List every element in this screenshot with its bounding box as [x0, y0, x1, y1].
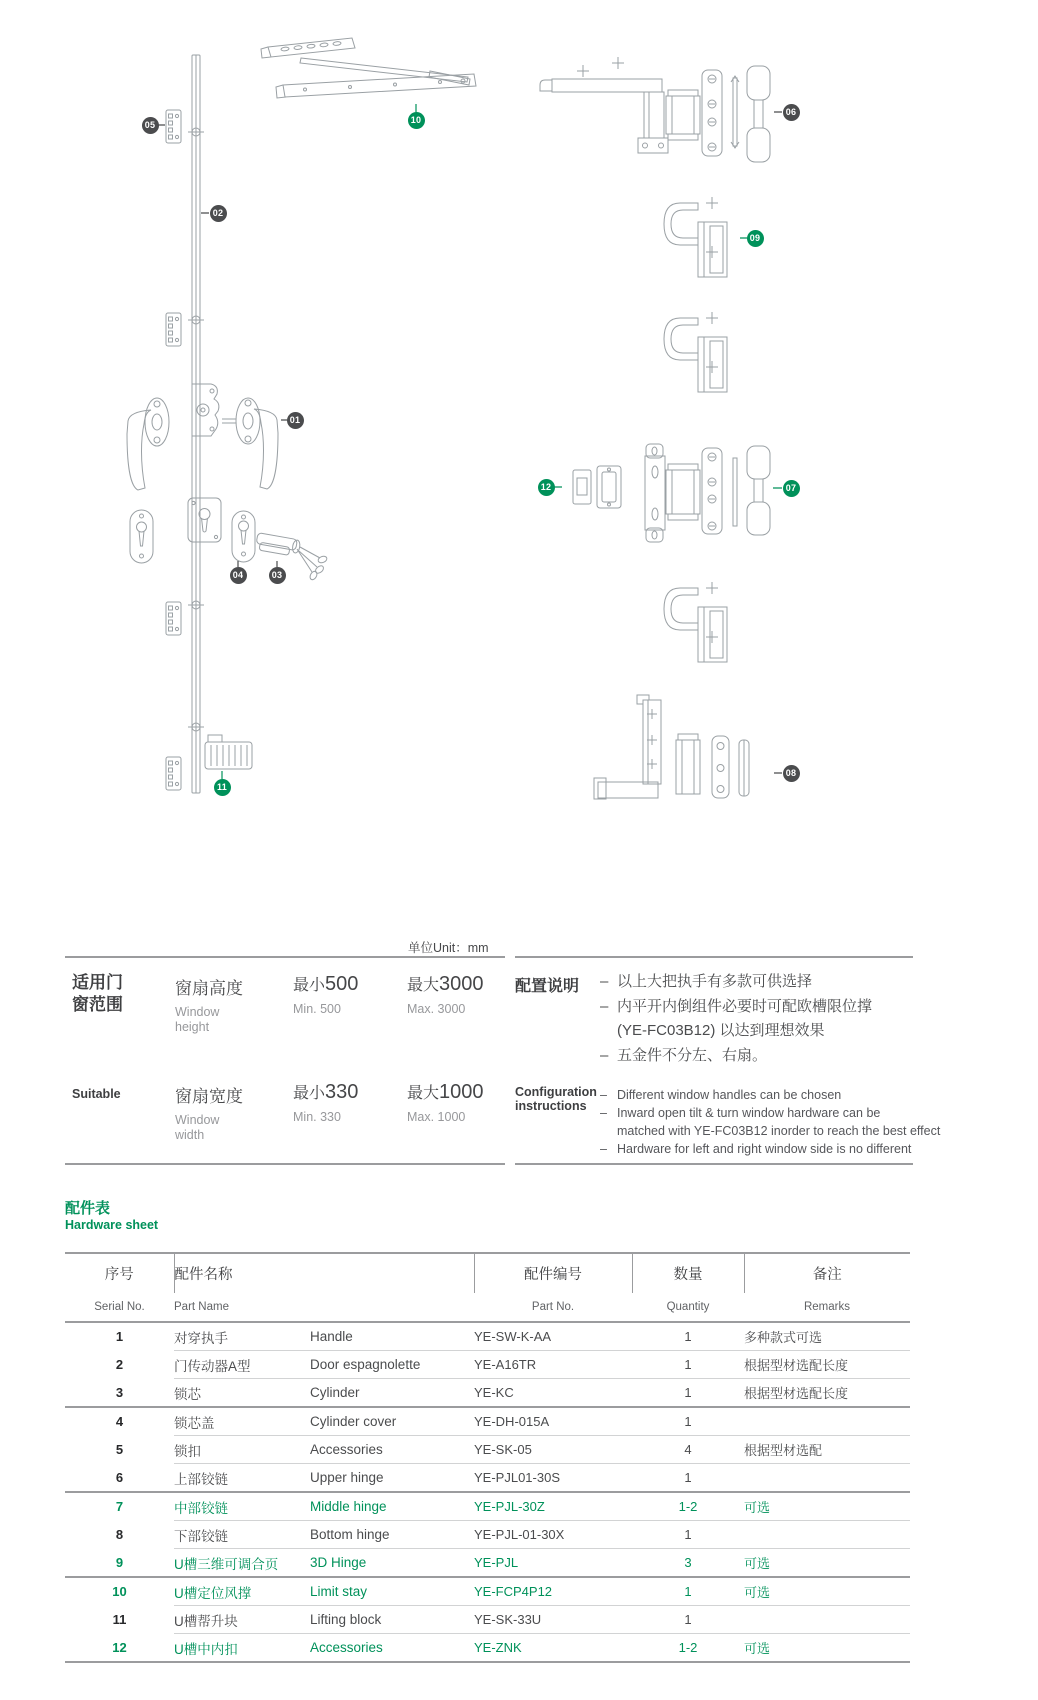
row-serial: 6	[65, 1464, 174, 1493]
height-max: 最大3000 Max. 3000	[407, 973, 484, 1016]
spec-top-rule-right	[515, 956, 913, 958]
callout-04-badge: 04	[230, 567, 247, 584]
row-name-zh: 门传动器A型	[174, 1351, 310, 1379]
spec-category-zh: 适用门 窗范围	[72, 973, 123, 1014]
callout-06-badge: 06	[783, 104, 800, 121]
row-name-en: Bottom hinge	[310, 1521, 474, 1549]
row-remarks: 可选	[744, 1577, 910, 1606]
row-quantity: 1-2	[632, 1634, 744, 1663]
callout-08-badge: 08	[783, 765, 800, 782]
row-serial: 2	[65, 1351, 174, 1379]
row-quantity: 1	[632, 1577, 744, 1606]
table-row-highlighted	[65, 1492, 910, 1521]
row-name-zh: U槽三维可调合页	[174, 1549, 310, 1578]
header-remarks-zh: 备注	[812, 1267, 842, 1283]
row-name-en: 3D Hinge	[310, 1549, 474, 1578]
middle-hinge-drawing	[645, 444, 770, 542]
row-part-no: YE-A16TR	[474, 1351, 632, 1379]
row-serial: 7	[65, 1492, 174, 1521]
row-serial: 5	[65, 1436, 174, 1464]
row-quantity: 1	[632, 1407, 744, 1436]
row-name-zh: 上部铰链	[174, 1464, 310, 1493]
row-serial: 12	[65, 1634, 174, 1663]
header-serial-zh: 序号	[65, 1253, 174, 1293]
callout-12-badge: 12	[538, 479, 555, 496]
hardware-sheet-title-zh: 配件表	[65, 1200, 111, 1217]
table-row-highlighted	[65, 1634, 910, 1663]
corner-drive-drawings	[664, 197, 727, 662]
keyhole-gearbox-drawing	[188, 498, 221, 542]
callout-01-badge: 01	[287, 412, 304, 429]
header-serial-en: Serial No.	[65, 1293, 174, 1322]
row-part-no: YE-FCP4P12	[474, 1577, 632, 1606]
config-title-en: Configuration instructions	[515, 1085, 597, 1113]
row-remarks: 可选	[744, 1492, 910, 1521]
row-quantity: 3	[632, 1549, 744, 1578]
row-remarks: 可选	[744, 1549, 910, 1578]
config-title-zh: 配置说明	[515, 978, 580, 995]
row-name-en: Limit stay	[310, 1577, 474, 1606]
spec-category-en: Suitable	[72, 1087, 121, 1101]
config-notes-en: – Different window handles can be chosen – Inward open tilt & turn window hardware can be matched with YE-FC03B12 inorder to reach the best effect – Hardware for left and right window side is no different	[600, 1088, 941, 1156]
row-name-zh: U槽中内扣	[174, 1634, 310, 1663]
unit-label: 单位Unit：mm	[408, 941, 489, 955]
header-remarks-en: Remarks	[744, 1293, 910, 1322]
cylinder-with-keys-drawing	[255, 533, 328, 581]
table-row	[65, 1606, 910, 1634]
row-remarks	[744, 1606, 910, 1634]
row-serial: 8	[65, 1521, 174, 1549]
row-quantity: 1	[632, 1606, 744, 1634]
row-serial: 9	[65, 1549, 174, 1578]
callout-03-badge: 03	[269, 567, 286, 584]
config-notes-zh: – 以上大把执手有多款可供选择 – 内平开内倒组件必要时可配欧槽限位撑 (YE-FC03B12) 以达到理想效果 – 五金件不分左、右扇。	[600, 973, 873, 1064]
table-row	[65, 1464, 910, 1493]
callout-09-badge: 09	[747, 230, 764, 247]
row-quantity: 1	[632, 1351, 744, 1379]
row-part-no: YE-PJL-30Z	[474, 1492, 632, 1521]
row-name-en: Handle	[310, 1322, 474, 1351]
keeper-drawings	[166, 110, 181, 790]
table-row	[65, 1521, 910, 1549]
row-name-en: Cylinder cover	[310, 1407, 474, 1436]
row-part-no: YE-PJL	[474, 1549, 632, 1578]
row-quantity: 4	[632, 1436, 744, 1464]
window-width-label: 窗扇宽度 Window width	[175, 1087, 243, 1142]
row-remarks: 根据型材选配	[744, 1436, 910, 1464]
table-row	[65, 1322, 910, 1351]
header-name-zh: 配件名称	[174, 1253, 474, 1293]
window-height-label: 窗扇高度 Window height	[175, 979, 243, 1034]
callout-07-badge: 07	[783, 480, 800, 497]
header-qty-en: Quantity	[632, 1293, 744, 1322]
bottom-hinge-drawing	[594, 695, 749, 799]
table-row-highlighted	[65, 1549, 910, 1578]
width-min: 最小330 Min. 330	[293, 1081, 359, 1124]
row-name-zh: 锁扣	[174, 1436, 310, 1464]
row-serial: 11	[65, 1606, 174, 1634]
row-quantity: 1	[632, 1379, 744, 1408]
limit-stay-drawing	[261, 38, 476, 98]
callout-10-badge: 10	[408, 112, 425, 129]
row-name-zh: U槽帮升块	[174, 1606, 310, 1634]
row-quantity: 1	[632, 1322, 744, 1351]
row-quantity: 1-2	[632, 1492, 744, 1521]
row-serial: 1	[65, 1322, 174, 1351]
row-name-zh: 对穿执手	[174, 1322, 310, 1351]
table-row	[65, 1351, 910, 1379]
row-remarks: 可选	[744, 1634, 910, 1663]
row-name-en: Accessories	[310, 1436, 474, 1464]
header-code-en: Part No.	[474, 1293, 632, 1322]
row-part-no: YE-PJL01-30S	[474, 1464, 632, 1493]
height-min: 最小500 Min. 500	[293, 973, 359, 1016]
table-row	[65, 1407, 910, 1436]
callout-11-badge: 11	[214, 779, 231, 796]
top-hinge-drawing	[540, 57, 770, 162]
callout-02-badge: 02	[210, 205, 227, 222]
hardware-sheet-title-en: Hardware sheet	[65, 1218, 159, 1232]
row-name-en: Accessories	[310, 1634, 474, 1663]
row-name-en: Door espagnolette	[310, 1351, 474, 1379]
hardware-table-header	[65, 1253, 910, 1322]
table-row	[65, 1436, 910, 1464]
row-remarks: 根据型材选配长度	[744, 1379, 910, 1408]
row-serial: 10	[65, 1577, 174, 1606]
row-name-en: Cylinder	[310, 1379, 474, 1408]
width-max: 最大1000 Max. 1000	[407, 1081, 484, 1124]
row-part-no: YE-SK-05	[474, 1436, 632, 1464]
row-remarks: 根据型材选配长度	[744, 1351, 910, 1379]
row-part-no: YE-SW-K-AA	[474, 1322, 632, 1351]
row-part-no: YE-PJL-01-30X	[474, 1521, 632, 1549]
row-name-en: Middle hinge	[310, 1492, 474, 1521]
row-remarks	[744, 1521, 910, 1549]
row-name-zh: 锁芯	[174, 1379, 310, 1408]
row-name-zh: U槽定位风撑	[174, 1577, 310, 1606]
table-row	[65, 1379, 910, 1408]
callout-leader-lines	[158, 104, 782, 779]
header-code-zh: 配件编号	[474, 1253, 632, 1293]
row-name-zh: 锁芯盖	[174, 1407, 310, 1436]
row-name-zh: 中部铰链	[174, 1492, 310, 1521]
spec-top-rule-left	[65, 956, 505, 958]
row-name-zh: 下部铰链	[174, 1521, 310, 1549]
row-part-no: YE-KC	[474, 1379, 632, 1408]
lifting-block-drawing	[205, 735, 252, 769]
row-remarks: 多种款式可选	[744, 1322, 910, 1351]
accessory-12-drawing	[573, 466, 621, 508]
spec-bottom-rule-left	[65, 1163, 505, 1165]
table-row-highlighted	[65, 1577, 910, 1606]
header-name-en: Part Name	[174, 1293, 474, 1322]
row-serial: 4	[65, 1407, 174, 1436]
row-name-en: Lifting block	[310, 1606, 474, 1634]
spec-bottom-rule-right	[515, 1163, 913, 1165]
row-serial: 3	[65, 1379, 174, 1408]
callout-05-badge: 05	[142, 117, 159, 134]
row-part-no: YE-ZNK	[474, 1634, 632, 1663]
row-part-no: YE-SK-33U	[474, 1606, 632, 1634]
row-name-en: Upper hinge	[310, 1464, 474, 1493]
row-quantity: 1	[632, 1464, 744, 1493]
row-part-no: YE-DH-015A	[474, 1407, 632, 1436]
row-remarks	[744, 1464, 910, 1493]
espagnolette-bar-drawing	[188, 55, 204, 793]
row-remarks	[744, 1407, 910, 1436]
row-quantity: 1	[632, 1521, 744, 1549]
hardware-table	[65, 1252, 910, 1663]
header-qty-zh: 数量	[632, 1253, 744, 1293]
